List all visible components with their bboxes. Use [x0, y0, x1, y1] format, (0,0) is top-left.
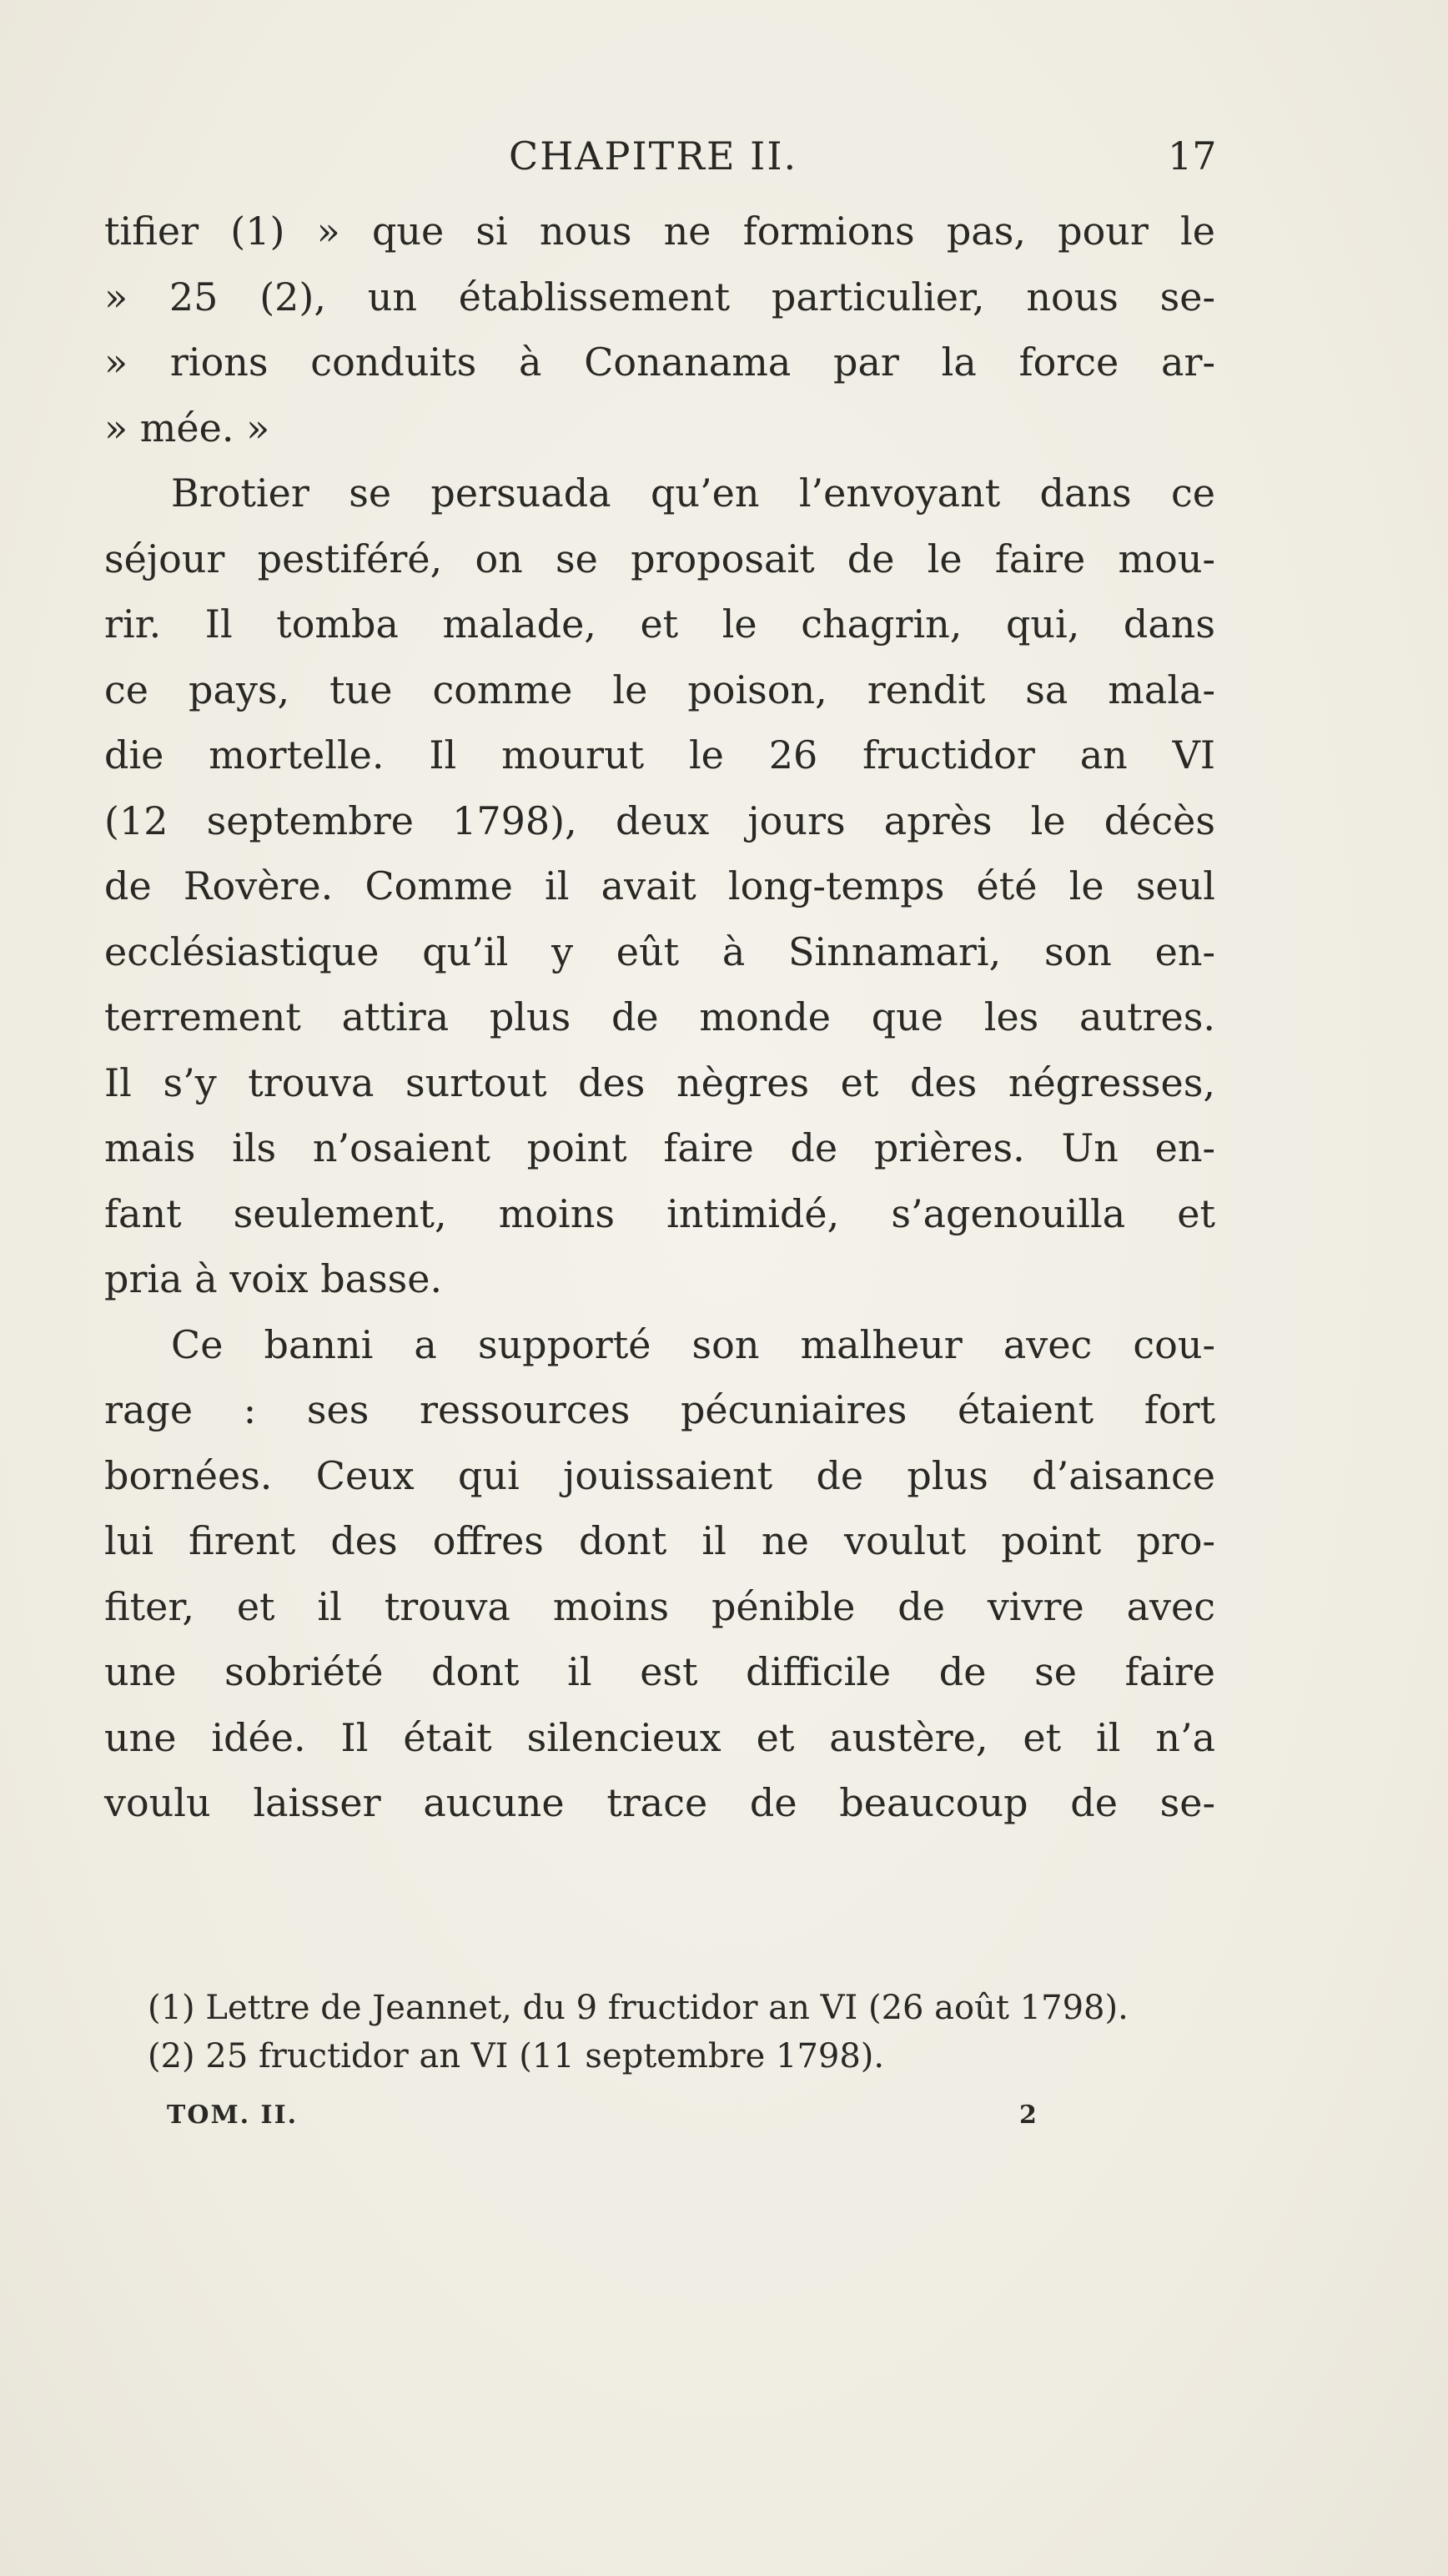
footnote: (2) 25 fructidor an VI (11 septembre 1798).	[148, 2037, 885, 2075]
text-line: ce pays, tue comme le poison, rendit sa mala-	[104, 667, 1215, 712]
running-head	[0, 133, 1448, 184]
text-line: bornées. Ceux qui jouissaient de plus d’aisance	[104, 1452, 1215, 1498]
text-line: » mée. »	[104, 405, 270, 450]
text-line: Il s’y trouva surtout des nègres et des négresses,	[104, 1059, 1215, 1105]
text-line: une idée. Il était silencieux et austère, et il n’a	[104, 1714, 1215, 1760]
text-line: fant seulement, moins intimidé, s’agenouilla et	[104, 1190, 1215, 1236]
chapter-title: CHAPITRE II.	[509, 133, 798, 179]
text-line: une sobriété dont il est difficile de se faire	[104, 1649, 1215, 1694]
text-line: die mortelle. Il mourut le 26 fructidor an VI	[104, 732, 1215, 777]
text-line: tifier (1) » que si nous ne formions pas, pour le	[104, 209, 1215, 254]
text-line: » 25 (2), un établissement particulier, nous se-	[104, 274, 1215, 319]
text-line: rir. Il tomba malade, et le chagrin, qui, dans	[104, 601, 1215, 647]
text-line: pria à voix basse.	[104, 1256, 443, 1301]
text-line: voulu laisser aucune trace de beaucoup de se-	[104, 1780, 1215, 1825]
text-line: » rions conduits à Conanama par la force ar-	[104, 340, 1215, 385]
text-line: fiter, et il trouva moins pénible de vivre avec	[104, 1583, 1215, 1629]
text-line: lui firent des offres dont il ne voulut point pro-	[104, 1518, 1215, 1563]
text-line: rage : ses ressources pécuniaires étaient fort	[104, 1387, 1215, 1432]
page-number: 17	[1168, 133, 1217, 179]
footnote: (1) Lettre de Jeannet, du 9 fructidor an VI (26 août 1798).	[148, 1989, 1129, 2027]
signature-row	[0, 2101, 1448, 2142]
text-line: terrement attira plus de monde que les autres.	[104, 994, 1215, 1039]
volume-signature: TOM. II.	[167, 2101, 299, 2130]
text-line: Brotier se persuada qu’en l’envoyant dans ce	[171, 470, 1215, 516]
signature-mark: 2	[1019, 2101, 1038, 2130]
text-line: séjour pestiféré, on se proposait de le faire mou-	[104, 536, 1215, 581]
text-line: de Rovère. Comme il avait long-temps été le seul	[104, 863, 1215, 908]
body-text	[104, 199, 1215, 1836]
text-line: (12 septembre 1798), deux jours après le décès	[104, 797, 1215, 843]
footnotes	[104, 1984, 1215, 2080]
text-line: ecclésiastique qu’il y eût à Sinnamari, son en-	[104, 928, 1215, 974]
text-line: Ce banni a supporté son malheur avec cou-	[171, 1321, 1215, 1367]
text-line: mais ils n’osaient point faire de prières. Un en-	[104, 1125, 1215, 1170]
